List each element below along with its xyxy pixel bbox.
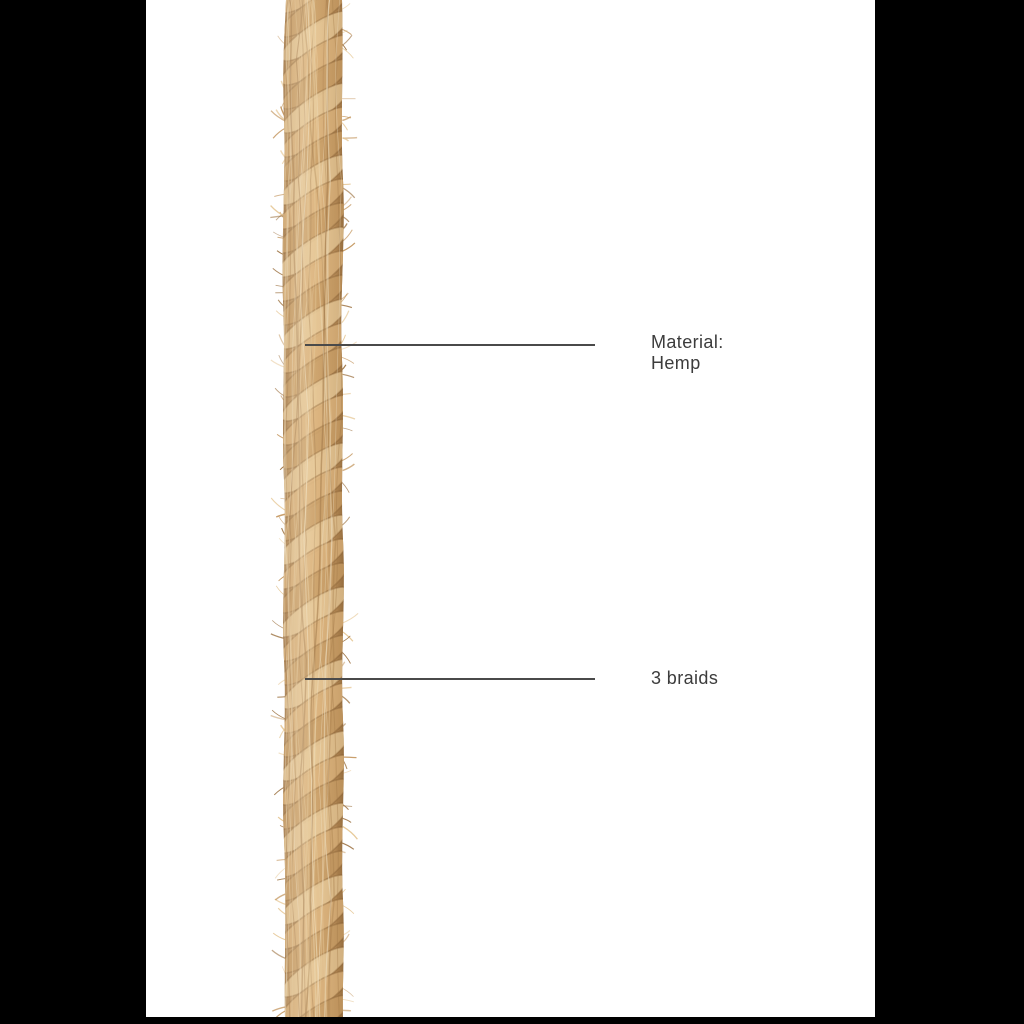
material-leader-line: [305, 344, 595, 346]
letterbox-right-bar: [875, 0, 1024, 1024]
rope-edge-shading: [264, 0, 364, 1017]
photo-stage: [146, 0, 875, 1017]
letterbox-bottom-bar: [0, 1017, 1024, 1024]
letterbox-left-bar: [0, 0, 146, 1024]
material-label-title: Material:: [651, 332, 724, 352]
material-label-value: Hemp: [651, 353, 701, 373]
braids-label: 3 braids: [651, 668, 719, 688]
hemp-rope-photo: [264, 0, 364, 1017]
braids-leader-line: [305, 678, 595, 680]
material-label: [651, 332, 724, 374]
